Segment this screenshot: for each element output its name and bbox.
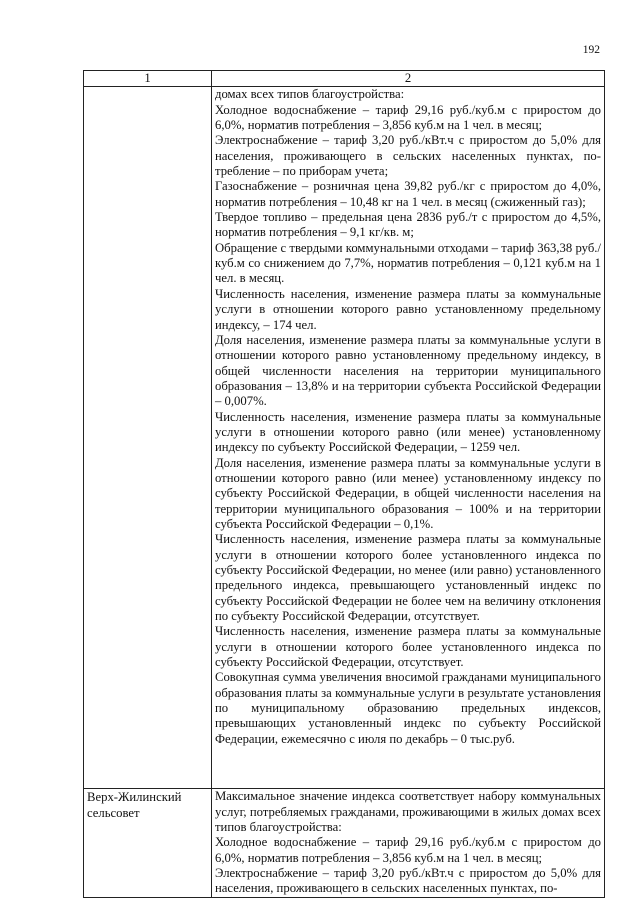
indices-table [83,70,605,898]
paragraph: Твердое топливо – предельная цена 2836 руб./т с приростом до 4,5%, норматив потребления – 9,1 кг/кв. м; [215,210,601,240]
paragraph: Максимальное значение индекса соответствует набору коммунальных услуг, потребляемых гражданами, проживающими в жилых домах всех типов благоустройства: [215,789,601,835]
table-row-verkh-zhilinsky [84,789,605,897]
paragraph: Совокупная сумма увеличения вносимой гражданами муниципального образования платы за коммунальные услуги в результате установления по муниципальному образованию предельных индексов, превышающих установленный индекс по субъекту Российской Федерации, ежемесячно с июля по декабрь – 0 тыс.руб. [215,670,601,746]
paragraph: Холодное водоснабжение – тариф 29,16 руб./куб.м с приростом до 6,0%, норматив потребления – 3,856 куб.м на 1 чел. в месяц; [215,835,601,865]
table-row-continued [84,87,605,789]
column-header-2: 2 [212,71,605,87]
page-number: 192 [582,44,600,56]
paragraph: Газоснабжение – розничная цена 39,82 руб./кг с приростом до 4,0%, норматив потребления – 10,48 кг на 1 чел. в месяц (сжиженный газ); [215,179,601,209]
paragraph: Численность населения, изменение размера платы за коммунальные услуги в отношении которого равно установленному предельному индексу, – 174 чел. [215,286,601,332]
column-number-row [84,71,605,87]
paragraph: Холодное водоснабжение – тариф 29,16 руб./куб.м с приростом до 6,0%, норматив потребления – 3,856 куб.м на 1 чел. в месяц; [215,102,601,133]
paragraph: Численность населения, изменение размера платы за коммунальные услуги в отношении которого более установленного индекса по субъекту Российской Федерации, отсутствует. [215,624,601,670]
paragraph: Доля населения, изменение размера платы за коммунальные услуги в отношении которого равно (или менее) установленному индексу по субъекту Российской Федерации, в общей численности населения на территории муниципального образования – 100% и на территории субъекта Российской Федерации – 0,1%. [215,455,601,531]
municipality-name: Верх-Жилинский сельсовет [87,790,182,820]
column-header-1: 1 [84,71,212,87]
paragraph: Доля населения, изменение размера платы за коммунальные услуги в отношении которого равно установленному предельному индексу, в общей численности населения на территории муниципального образования – 13,8% и на территории субъекта Российской Федерации – 0,007%. [215,332,601,409]
description-cell [212,789,605,897]
paragraph: домах всех типов благоустройства: [215,87,405,102]
description-cell [212,87,605,789]
municipality-cell-empty [84,87,212,789]
municipality-cell [84,789,212,897]
paragraph: Электроснабжение – тариф 3,20 руб./кВт.ч с приростом до 5,0% для населения, проживающего в сельских населенных пунктах, по- [215,866,601,896]
paragraph: Численность населения, изменение размера платы за коммунальные услуги в отношении которого более установленного индекса по субъекту Российской Федерации, но менее (или равно) установленного предельного индекса, превышающего установленный индекс по субъекту Российской Федерации не более чем на величину отклонения по субъекту Российской Федерации, отсутствует. [215,532,601,624]
paragraph: Обращение с твердыми коммунальными отходами – тариф 363,38 руб./куб.м со снижением до 7,7%, норматив потребления – 0,121 куб.м на 1 чел. в месяц. [215,240,601,286]
paragraph: Численность населения, изменение размера платы за коммунальные услуги в отношении которого равно (или менее) установленному индексу по субъекту Российской Федерации, – 1259 чел. [215,409,601,455]
paragraph: Электроснабжение – тариф 3,20 руб./кВт.ч с приростом до 5,0% для населения, проживающего в сельских населенных пунктах, потребление – по приборам учета; [215,133,601,179]
